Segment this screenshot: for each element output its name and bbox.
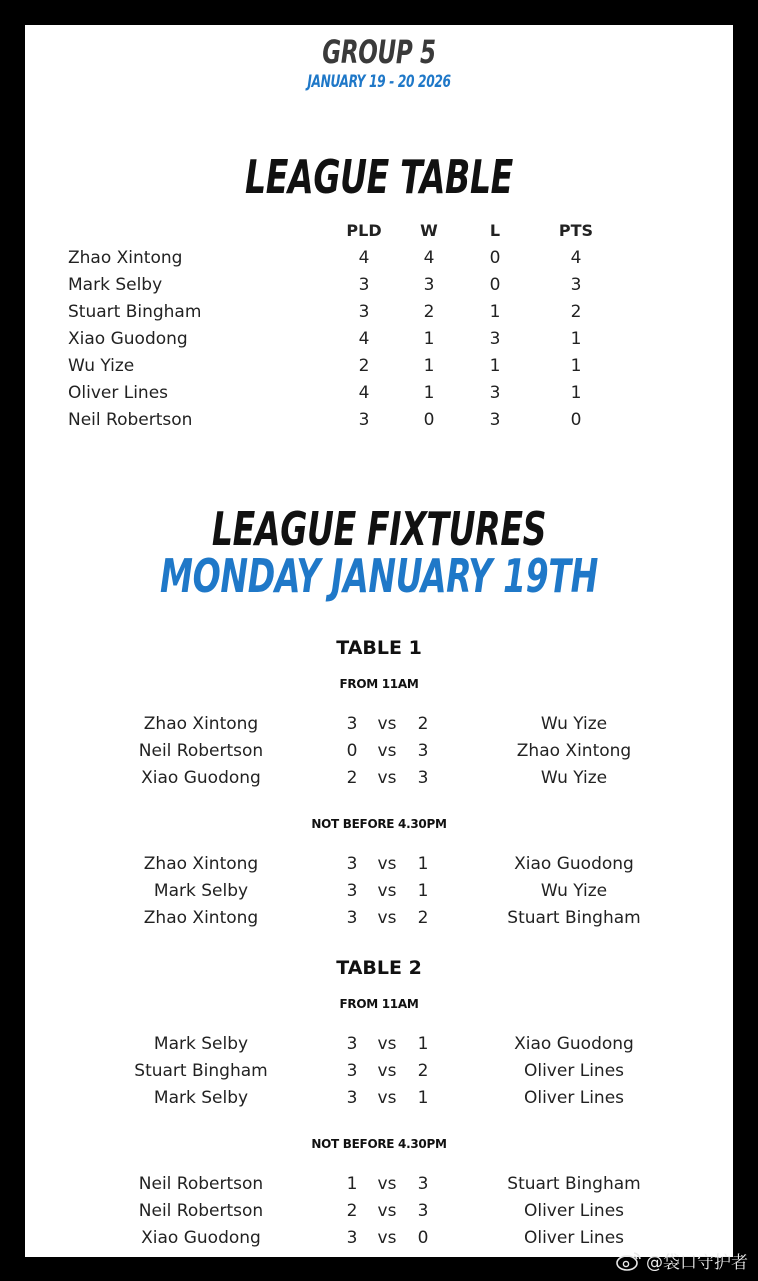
player-name: Neil Robertson bbox=[68, 410, 193, 430]
home-player: Zhao Xintong bbox=[143, 908, 259, 928]
home-player: Neil Robertson bbox=[138, 741, 264, 761]
group-title: GROUP 5 bbox=[322, 33, 436, 71]
home-score: 3 bbox=[346, 1034, 358, 1054]
stat-pld: 3 bbox=[358, 302, 370, 322]
stat-w: 3 bbox=[423, 275, 435, 295]
vs-label: vs bbox=[377, 714, 397, 734]
session-label: NOT BEFORE 4.30PM bbox=[311, 817, 447, 831]
home-player: Xiao Guodong bbox=[141, 1228, 261, 1248]
poster-card bbox=[25, 25, 733, 1257]
home-score: 3 bbox=[346, 714, 358, 734]
vs-label: vs bbox=[377, 768, 397, 788]
group-dates: JANUARY 19 - 20 2026 bbox=[307, 72, 451, 92]
col-header-l: L bbox=[489, 221, 501, 240]
stat-pld: 2 bbox=[358, 356, 370, 376]
vs-label: vs bbox=[377, 1228, 397, 1248]
away-player: Wu Yize bbox=[540, 768, 608, 788]
stat-pld: 4 bbox=[358, 383, 370, 403]
home-player: Mark Selby bbox=[153, 1034, 249, 1054]
home-score: 1 bbox=[346, 1174, 358, 1194]
fixtures-heading: LEAGUE FIXTURES bbox=[211, 502, 547, 556]
player-name: Stuart Bingham bbox=[68, 302, 202, 322]
stat-pld: 3 bbox=[358, 410, 370, 430]
home-player: Stuart Bingham bbox=[134, 1061, 268, 1081]
away-player: Oliver Lines bbox=[523, 1201, 625, 1221]
away-score: 3 bbox=[417, 1201, 429, 1221]
away-player: Oliver Lines bbox=[523, 1061, 625, 1081]
home-score: 0 bbox=[346, 741, 358, 761]
away-score: 0 bbox=[417, 1228, 429, 1248]
player-name: Mark Selby bbox=[68, 275, 163, 295]
vs-label: vs bbox=[377, 1174, 397, 1194]
stat-pld: 4 bbox=[358, 248, 370, 268]
away-player: Xiao Guodong bbox=[514, 854, 634, 874]
stat-pld: 4 bbox=[358, 329, 370, 349]
col-header-pld: PLD bbox=[346, 221, 382, 240]
away-player: Xiao Guodong bbox=[514, 1034, 634, 1054]
stat-w: 4 bbox=[423, 248, 435, 268]
stat-pts: 1 bbox=[570, 383, 582, 403]
home-player: Neil Robertson bbox=[138, 1174, 264, 1194]
home-player: Mark Selby bbox=[153, 881, 249, 901]
stat-w: 2 bbox=[423, 302, 435, 322]
vs-label: vs bbox=[377, 881, 397, 901]
vs-label: vs bbox=[377, 908, 397, 928]
col-header-pts: PTS bbox=[558, 221, 594, 240]
away-player: Oliver Lines bbox=[523, 1088, 625, 1108]
player-name: Zhao Xintong bbox=[68, 248, 183, 268]
vs-label: vs bbox=[377, 741, 397, 761]
list-item bbox=[25, 1088, 733, 1115]
stat-l: 3 bbox=[489, 383, 501, 403]
away-score: 3 bbox=[417, 741, 429, 761]
list-item bbox=[25, 854, 733, 881]
away-score: 3 bbox=[417, 1174, 429, 1194]
list-item bbox=[25, 881, 733, 908]
away-player: Stuart Bingham bbox=[507, 908, 641, 928]
stat-pts: 3 bbox=[570, 275, 582, 295]
table-row bbox=[25, 275, 733, 302]
stat-w: 0 bbox=[423, 410, 435, 430]
stat-w: 1 bbox=[423, 356, 435, 376]
away-player: Zhao Xintong bbox=[516, 741, 632, 761]
stat-pts: 4 bbox=[570, 248, 582, 268]
list-item bbox=[25, 741, 733, 768]
league-table-heading: LEAGUE TABLE bbox=[245, 150, 513, 204]
vs-label: vs bbox=[377, 1034, 397, 1054]
home-score: 3 bbox=[346, 1061, 358, 1081]
home-player: Zhao Xintong bbox=[143, 854, 259, 874]
home-score: 2 bbox=[346, 1201, 358, 1221]
away-score: 2 bbox=[417, 714, 429, 734]
away-player: Stuart Bingham bbox=[507, 1174, 641, 1194]
away-score: 1 bbox=[417, 1088, 429, 1108]
stat-pts: 1 bbox=[570, 356, 582, 376]
away-score: 2 bbox=[417, 1061, 429, 1081]
table-row bbox=[25, 383, 733, 410]
home-player: Zhao Xintong bbox=[143, 714, 259, 734]
away-score: 1 bbox=[417, 1034, 429, 1054]
col-header-w: W bbox=[420, 221, 438, 240]
session-label: NOT BEFORE 4.30PM bbox=[311, 1137, 447, 1151]
home-player: Xiao Guodong bbox=[141, 768, 261, 788]
list-item bbox=[25, 714, 733, 741]
stat-l: 1 bbox=[489, 356, 501, 376]
vs-label: vs bbox=[377, 1201, 397, 1221]
away-score: 3 bbox=[417, 768, 429, 788]
table-row bbox=[25, 410, 733, 437]
stat-l: 0 bbox=[489, 248, 501, 268]
table-row bbox=[25, 302, 733, 329]
player-name: Xiao Guodong bbox=[68, 329, 188, 349]
list-item bbox=[25, 1061, 733, 1088]
stat-l: 0 bbox=[489, 275, 501, 295]
stat-w: 1 bbox=[423, 383, 435, 403]
home-score: 2 bbox=[346, 768, 358, 788]
table-row bbox=[25, 248, 733, 275]
vs-label: vs bbox=[377, 854, 397, 874]
watermark-text: @袋口守护者 bbox=[646, 1253, 748, 1273]
away-player: Oliver Lines bbox=[523, 1228, 625, 1248]
list-item bbox=[25, 768, 733, 795]
stat-l: 1 bbox=[489, 302, 501, 322]
stat-l: 3 bbox=[489, 410, 501, 430]
fixtures-day: MONDAY JANUARY 19TH bbox=[160, 549, 598, 603]
weibo-icon bbox=[616, 1251, 642, 1271]
list-item bbox=[25, 1034, 733, 1061]
stat-pts: 0 bbox=[570, 410, 582, 430]
table-row bbox=[25, 356, 733, 383]
stat-w: 1 bbox=[423, 329, 435, 349]
list-item bbox=[25, 1174, 733, 1201]
table-row bbox=[25, 329, 733, 356]
player-name: Oliver Lines bbox=[68, 383, 169, 403]
home-score: 3 bbox=[346, 881, 358, 901]
home-score: 3 bbox=[346, 854, 358, 874]
home-score: 3 bbox=[346, 1228, 358, 1248]
table-heading: TABLE 2 bbox=[336, 957, 422, 979]
away-score: 2 bbox=[417, 908, 429, 928]
home-score: 3 bbox=[346, 1088, 358, 1108]
vs-label: vs bbox=[377, 1061, 397, 1081]
away-score: 1 bbox=[417, 854, 429, 874]
away-player: Wu Yize bbox=[540, 881, 608, 901]
list-item bbox=[25, 1201, 733, 1228]
session-label: FROM 11AM bbox=[339, 677, 419, 691]
player-name: Wu Yize bbox=[68, 356, 135, 376]
table-heading: TABLE 1 bbox=[336, 637, 422, 659]
session-label: FROM 11AM bbox=[339, 997, 419, 1011]
stat-pts: 2 bbox=[570, 302, 582, 322]
vs-label: vs bbox=[377, 1088, 397, 1108]
list-item bbox=[25, 908, 733, 935]
watermark bbox=[616, 1248, 748, 1273]
home-player: Mark Selby bbox=[153, 1088, 249, 1108]
stat-pld: 3 bbox=[358, 275, 370, 295]
away-player: Wu Yize bbox=[540, 714, 608, 734]
stat-pts: 1 bbox=[570, 329, 582, 349]
stat-l: 3 bbox=[489, 329, 501, 349]
home-player: Neil Robertson bbox=[138, 1201, 264, 1221]
away-score: 1 bbox=[417, 881, 429, 901]
home-score: 3 bbox=[346, 908, 358, 928]
